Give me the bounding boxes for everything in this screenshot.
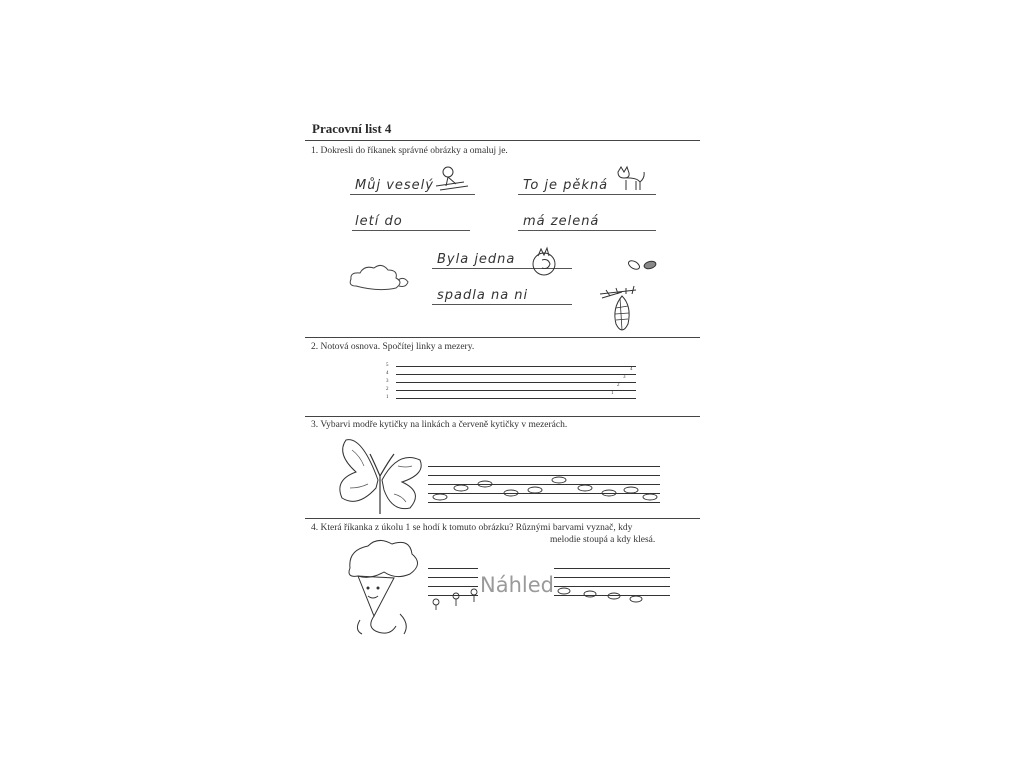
rhyme-line-5: Byla jedna: [437, 252, 516, 267]
mouse-icon: [528, 244, 564, 278]
answer-line: [518, 194, 656, 195]
line-number: 2: [386, 387, 389, 392]
space-number: 4: [630, 367, 633, 372]
answer-line: [432, 304, 572, 305]
space-number: 2: [617, 383, 620, 388]
space-number: 3: [623, 375, 626, 380]
staff-line: [396, 374, 636, 375]
rhyme-line-4: má zelená: [523, 214, 600, 229]
staff-line: [396, 382, 636, 383]
task3-instruction: 3. Vybarvi modře kytičky na linkách a červeně kytičky v mezerách.: [311, 420, 568, 430]
line-number: 4: [386, 371, 389, 376]
line-number: 3: [386, 379, 389, 384]
page-title: Pracovní list 4: [312, 121, 392, 136]
rhyme-line-3: letí do: [355, 214, 403, 229]
divider: [305, 518, 700, 519]
staff-line: [396, 398, 636, 399]
pinecone-icon: [596, 286, 646, 338]
space-number: 1: [611, 391, 614, 396]
answer-line: [352, 230, 470, 231]
rhyme-line-6: spadla na ni: [437, 288, 529, 303]
staff-line: [396, 390, 636, 391]
rhyme-line-1: Můj veselý: [355, 178, 434, 193]
task2-instruction: 2. Notová osnova. Spočítej linky a mezery.: [311, 342, 475, 352]
task1-instruction: 1. Dokresli do říkanek správné obrázky a omaluj je.: [311, 146, 508, 156]
line-number: 5: [386, 363, 389, 368]
divider: [305, 337, 700, 338]
divider: [305, 140, 700, 141]
line-number: 1: [386, 395, 389, 400]
task4-instruction-1: 4. Která říkanka z úkolu 1 se hodí k tomuto obrázku? Různými barvami vyznač, kdy: [311, 523, 633, 533]
answer-line: [518, 230, 656, 231]
staff-line: [396, 366, 636, 367]
flower-staff: [428, 466, 660, 506]
butterfly-icon: [332, 432, 428, 518]
cloud-icon: [348, 262, 410, 294]
staff-diagram: [386, 365, 636, 405]
task4-instruction-2: melodie stoupá a kdy klesá.: [550, 535, 656, 545]
divider: [305, 416, 700, 417]
rhyme-line-2: To je pěkná: [523, 178, 609, 193]
seeds-icon: [626, 258, 660, 272]
skier-icon: [428, 166, 472, 194]
watermark: Náhled: [480, 573, 554, 597]
kite-figure-icon: [340, 538, 430, 642]
flowers: [428, 466, 660, 506]
cat-icon: [614, 166, 646, 192]
answer-line: [350, 194, 475, 195]
